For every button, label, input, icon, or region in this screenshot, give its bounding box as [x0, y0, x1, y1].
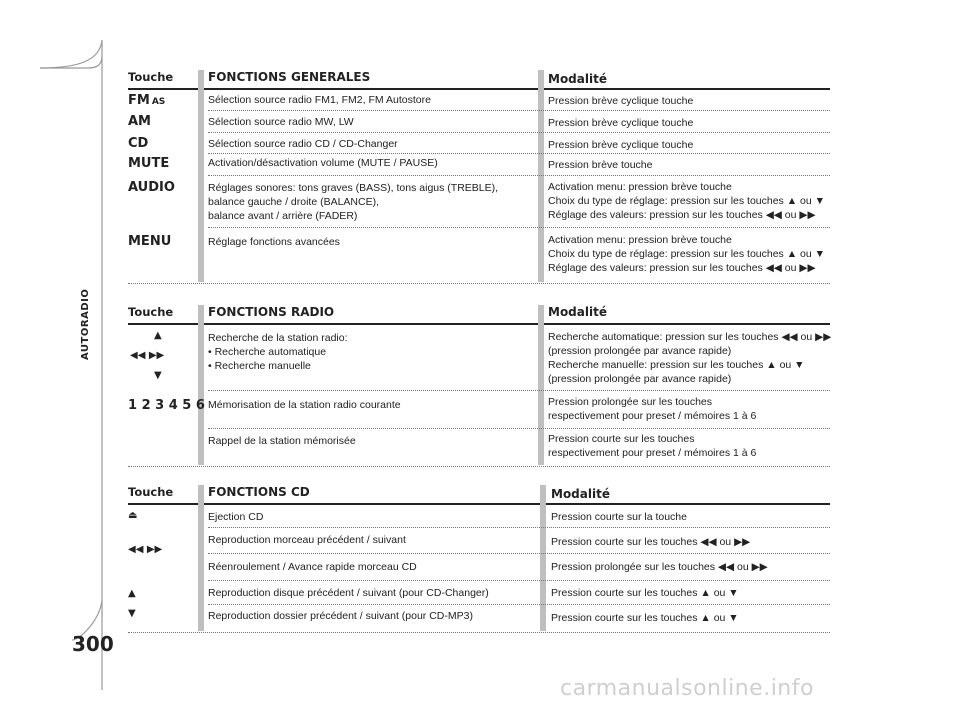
section-divider	[128, 466, 830, 467]
general-vbar-left	[198, 70, 204, 282]
general-row-cd-fonction: Sélection source radio CD / CD-Changer	[208, 138, 398, 150]
radio-row1-modalite-1: Recherche automatique: pression sur les touches ◀◀ ou ▶▶	[548, 331, 832, 343]
radio-row2-modalite-2: respectivement pour preset / mémoires 1 à 6	[548, 410, 757, 422]
radio-row2-fonction: Mémorisation de la station radio courante	[208, 399, 401, 411]
radio-row1-fonction-3: • Recherche manuelle	[208, 360, 311, 372]
cd-col-fonction: FONCTIONS CD	[208, 485, 310, 499]
key-mute: MUTE	[128, 156, 170, 171]
general-col-fonction: FONCTIONS GENERALES	[208, 70, 371, 84]
key-presets: 1 2 3 4 5 6	[128, 398, 205, 413]
cd-seek-arrows-icon: ◀◀ ▶▶	[128, 544, 163, 555]
section-divider	[128, 283, 830, 284]
key-fm: FM AS	[128, 93, 166, 108]
cd-col-touche: Touche	[128, 485, 174, 499]
row-divider	[208, 132, 830, 133]
cd-row5-fonction: Reproduction dossier précédent / suivant (pour CD-MP3)	[208, 610, 473, 622]
general-row-menu-modalite-1: Activation menu: pression brève touche	[548, 234, 732, 246]
cd-row1-modalite: Pression courte sur la touche	[551, 511, 687, 523]
radio-row3-fonction: Rappel de la station mémorisée	[208, 435, 356, 447]
cd-row2-modalite: Pression courte sur les touches ◀◀ ou ▶▶	[551, 536, 751, 548]
radio-row3-modalite-2: respectivement pour preset / mémoires 1 à 6	[548, 447, 757, 459]
general-row-am-fonction: Sélection source radio MW, LW	[208, 116, 354, 128]
key-cd: CD	[128, 136, 149, 151]
general-row-am-modalite: Pression brève cyclique touche	[548, 117, 694, 129]
radio-row1-fonction-2: • Recherche automatique	[208, 346, 327, 358]
general-row-menu-modalite-2: Choix du type de réglage: pression sur les touches ▲ ou ▼	[548, 248, 826, 260]
row-divider	[208, 428, 830, 429]
cd-row4-fonction: Reproduction disque précédent / suivant (pour CD-Changer)	[208, 587, 489, 599]
cd-arrow-down-icon: ▼	[128, 608, 136, 619]
key-am: AM	[128, 114, 151, 129]
row-divider	[208, 175, 830, 176]
cd-vbar-right	[540, 485, 546, 631]
radio-col-modalite: Modalité	[548, 305, 607, 319]
radio-col-touche: Touche	[128, 305, 174, 319]
row-divider	[208, 580, 830, 581]
general-row-audio-modalite-3: Réglage des valeurs: pression sur les touches ◀◀ ou ▶▶	[548, 209, 816, 221]
cd-arrow-up-icon: ▲	[128, 588, 136, 599]
radio-vbar-left	[198, 305, 204, 465]
general-row-audio-fonction-1: Réglages sonores: tons graves (BASS), tons aigus (TREBLE),	[208, 182, 499, 194]
general-row-audio-modalite-2: Choix du type de réglage: pression sur les touches ▲ ou ▼	[548, 195, 826, 207]
radio-row1-modalite-4: (pression prolongée par avance rapide)	[548, 373, 732, 385]
row-divider	[208, 604, 830, 605]
section-divider	[128, 632, 830, 633]
cd-vbar-left	[198, 485, 204, 631]
key-menu: MENU	[128, 234, 172, 249]
eject-icon: ⏏	[128, 510, 138, 521]
seek-arrows-icon: ◀◀ ▶▶	[130, 350, 165, 361]
general-vbar-right	[538, 70, 544, 282]
row-divider	[208, 227, 830, 228]
radio-row3-modalite-1: Pression courte sur les touches	[548, 433, 695, 445]
page-number: 300	[72, 632, 114, 656]
general-col-modalite: Modalité	[548, 72, 607, 86]
radio-row1-fonction-1: Recherche de la station radio:	[208, 332, 348, 344]
general-row-menu-modalite-3: Réglage des valeurs: pression sur les touches ◀◀ ou ▶▶	[548, 262, 816, 274]
arrow-down-icon: ▼	[154, 370, 162, 381]
cd-row3-modalite: Pression prolongée sur les touches ◀◀ ou ▶▶	[551, 561, 768, 573]
radio-row1-modalite-3: Recherche manuelle: pression sur les touches ▲ ou ▼	[548, 359, 805, 371]
general-row-mute-modalite: Pression brève touche	[548, 159, 653, 171]
general-row-audio-modalite-1: Activation menu: pression brève touche	[548, 181, 732, 193]
cd-header-rule	[128, 503, 830, 505]
cd-row4-modalite: Pression courte sur les touches ▲ ou ▼	[551, 587, 739, 599]
cd-col-modalite: Modalité	[551, 487, 610, 501]
radio-row1-modalite-2: (pression prolongée par avance rapide)	[548, 345, 732, 357]
cd-row3-fonction: Réenroulement / Avance rapide morceau CD	[208, 561, 417, 573]
radio-row2-modalite-1: Pression prolongée sur les touches	[548, 396, 713, 408]
arrow-up-icon: ▲	[154, 330, 162, 341]
row-divider	[208, 553, 830, 554]
section-side-label: AUTORADIO	[80, 288, 91, 360]
general-header-rule	[128, 88, 830, 90]
radio-col-fonction: FONCTIONS RADIO	[208, 305, 335, 319]
radio-vbar-right	[538, 305, 544, 465]
radio-header-rule	[128, 323, 830, 325]
key-audio: AUDIO	[128, 180, 175, 195]
cd-row2-fonction: Reproduction morceau précédent / suivant	[208, 534, 406, 546]
watermark: carmanualsonline.info	[560, 676, 814, 701]
general-row-cd-modalite: Pression brève cyclique touche	[548, 139, 694, 151]
general-row-fm-modalite: Pression brève cyclique touche	[548, 95, 694, 107]
general-col-touche: Touche	[128, 70, 174, 84]
general-row-mute-fonction: Activation/désactivation volume (MUTE / PAUSE)	[208, 157, 438, 169]
general-row-audio-fonction-2: balance gauche / droite (BALANCE),	[208, 196, 380, 208]
row-divider	[208, 153, 830, 154]
general-row-menu-fonction: Réglage fonctions avancées	[208, 236, 340, 248]
row-divider	[208, 527, 830, 528]
general-row-audio-fonction-3: balance avant / arrière (FADER)	[208, 210, 358, 222]
cd-row5-modalite: Pression courte sur les touches ▲ ou ▼	[551, 612, 739, 624]
cd-row1-fonction: Ejection CD	[208, 511, 264, 523]
general-row-fm-fonction: Sélection source radio FM1, FM2, FM Autostore	[208, 94, 431, 106]
row-divider	[208, 390, 830, 391]
row-divider	[208, 110, 830, 111]
